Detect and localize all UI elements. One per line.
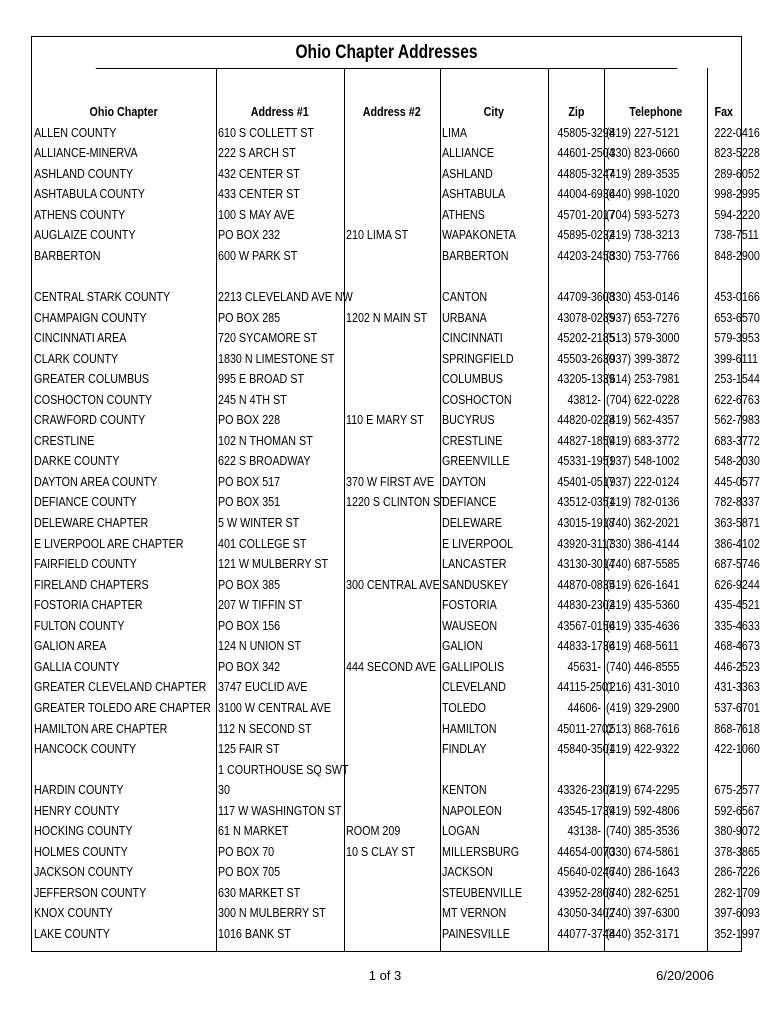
fax-cell: 653-6570: [714, 310, 760, 325]
fax-cell: 282-1709: [714, 885, 760, 900]
fax-cell: 445-0577: [714, 474, 760, 489]
address2-cell: [346, 554, 440, 575]
chapter-cell: DAYTON AREA COUNTY: [34, 474, 158, 489]
fax-cell: 782-8337: [714, 495, 760, 510]
address2-cell: [346, 246, 440, 267]
address1-cell: 124 N UNION ST: [218, 639, 302, 654]
chapter-cell: CLARK COUNTY: [34, 351, 119, 366]
address1-cell: 610 S COLLETT ST: [218, 125, 314, 140]
address1-cell: 630 MARKET ST: [218, 885, 301, 900]
city-cell: PAINESVILLE: [442, 927, 510, 941]
city-cell: ALLIANCE: [442, 146, 494, 161]
address2-cell: [346, 513, 440, 534]
address2-cell: [346, 924, 440, 945]
city-cell: TOLEDO: [442, 700, 487, 715]
telephone-cell: (330) 453-0146: [606, 289, 680, 304]
address1-cell: 622 S BROADWAY: [218, 454, 311, 469]
address1-cell: 121 W MULBERRY ST: [218, 557, 329, 572]
address1-cell: PO BOX 156: [218, 618, 281, 633]
city-cell: LOGAN: [442, 824, 480, 839]
address2-cell: [346, 739, 440, 760]
address1-cell: PO BOX 351: [218, 495, 281, 510]
telephone-cell: (419) 738-3213: [606, 228, 680, 243]
telephone-cell: (937) 548-1002: [606, 454, 680, 469]
chapter-cell: [34, 266, 216, 287]
city-cell: DELEWARE: [442, 516, 502, 530]
chapter-cell: HARDIN COUNTY: [34, 783, 124, 798]
chapter-cell: CRAWFORD COUNTY: [34, 413, 146, 428]
chapter-cell: LAKE COUNTY: [34, 927, 110, 941]
fax-cell: 537-6701: [714, 700, 760, 715]
zip-cell: 43015-1918: [557, 516, 615, 530]
telephone-cell: (937) 653-7276: [606, 310, 680, 325]
fax-cell: 594-2220: [714, 207, 760, 222]
fax-cell: 823-5228: [714, 146, 760, 161]
address2-cell: [346, 164, 440, 185]
chapter-cell: CENTRAL STARK COUNTY: [34, 289, 171, 304]
column-header: Address #2: [363, 105, 421, 119]
chapter-cell: ASHTABULA COUNTY: [34, 187, 145, 202]
address2-cell: [346, 184, 440, 205]
city-cell: E LIVERPOOL: [442, 536, 514, 551]
address2-cell: 444 SECOND AVE: [346, 659, 437, 674]
address1-cell: 245 N 4TH ST: [218, 392, 287, 407]
chapter-cell: DARKE COUNTY: [34, 454, 120, 469]
telephone-cell: (216) 431-3010: [606, 680, 680, 695]
city-cell: MT VERNON: [442, 906, 507, 921]
address1-cell: 30: [218, 783, 230, 798]
zip-cell: 44004-6936: [557, 187, 615, 202]
fax-cell: 431-3363: [714, 680, 760, 695]
telephone-cell: (419) 782-0136: [606, 495, 680, 510]
address1-cell: 300 N MULBERRY ST: [218, 906, 326, 921]
address2-cell: [346, 903, 440, 924]
zip-cell: 43078-0285: [557, 310, 615, 325]
city-cell: COLUMBUS: [442, 372, 503, 387]
address2-cell: [346, 266, 440, 287]
print-date: 6/20/2006: [656, 968, 714, 983]
zip-cell: 44833-1736: [557, 639, 615, 654]
city-cell: KENTON: [442, 783, 487, 798]
address2-cell: ROOM 209: [346, 824, 401, 839]
chapter-cell: JEFFERSON COUNTY: [34, 885, 147, 900]
fax-cell: 562-7983: [714, 413, 760, 428]
fax-cell: 548-2030: [714, 454, 760, 469]
chapter-cell: CHAMPAIGN COUNTY: [34, 310, 147, 325]
zip-cell: 45503-2630: [557, 351, 615, 366]
fax-cell: 222-0416: [714, 125, 760, 140]
chapter-cell: JACKSON COUNTY: [34, 865, 134, 880]
address1-cell: PO BOX 517: [218, 474, 281, 489]
zip-cell: 44820-0228: [557, 413, 615, 428]
city-cell: DAYTON: [442, 474, 486, 489]
fax-cell: 453-0166: [714, 289, 760, 304]
chapter-cell: GREATER CLEVELAND CHAPTER: [34, 680, 207, 695]
address1-cell: 1016 BANK ST: [218, 927, 291, 941]
fax-cell: 352-1997: [714, 927, 760, 941]
zip-cell: 45840-3501: [557, 742, 615, 757]
address1-cell: 433 CENTER ST: [218, 187, 300, 202]
city-cell: GREENVILLE: [442, 454, 510, 469]
address1-cell: PO BOX 285: [218, 310, 281, 325]
fax-cell: 683-3772: [714, 433, 760, 448]
page-number: 1 of 3: [368, 968, 402, 983]
address2-cell: [346, 862, 440, 883]
city-cell: NAPOLEON: [442, 803, 502, 818]
address2-cell: [346, 328, 440, 349]
address2-cell: [346, 431, 440, 452]
telephone-cell: (440) 998-1020: [606, 187, 680, 202]
address1-cell: 125 FAIR ST: [218, 742, 280, 757]
zip-cell: 43920-3117: [557, 536, 614, 551]
address1-cell: 432 CENTER ST: [218, 166, 300, 181]
telephone-cell: (740) 687-5585: [606, 557, 680, 572]
zip-cell: [548, 266, 601, 287]
chapter-cell: GALLIA COUNTY: [34, 659, 120, 674]
address1-cell: 995 E BROAD ST: [218, 372, 305, 387]
column-header: Ohio Chapter: [89, 105, 159, 119]
chapter-cell: COSHOCTON COUNTY: [34, 392, 153, 407]
fax-cell: 289-6052: [714, 166, 760, 181]
fax-cell: 435-4521: [714, 598, 760, 613]
telephone-cell: (614) 253-7981: [606, 372, 680, 387]
column-header: City: [483, 105, 505, 119]
spreadsheet-table: [31, 36, 760, 952]
address1-cell: 222 S ARCH ST: [218, 146, 296, 161]
telephone-cell: (419) 422-9322: [606, 742, 680, 757]
fax-cell: 335-4633: [714, 618, 760, 633]
city-cell: WAUSEON: [442, 618, 498, 633]
address1-cell: 1 COURTHOUSE SQ SWT: [218, 762, 349, 777]
zip-cell: 43138-: [567, 824, 601, 839]
chapter-cell: KNOX COUNTY: [34, 906, 113, 921]
zip-cell: 44077-3748: [557, 927, 615, 941]
telephone-cell: (937) 222-0124: [606, 474, 680, 489]
city-cell: ASHTABULA: [442, 187, 506, 202]
city-cell: CANTON: [442, 289, 488, 304]
telephone-cell: (740) 446-8555: [606, 659, 680, 674]
chapter-cell: CRESTLINE: [34, 433, 95, 448]
chapter-cell: DELEWARE CHAPTER: [34, 516, 149, 530]
address1-cell: 207 W TIFFIN ST: [218, 598, 303, 613]
address1-cell: 117 W WASHINGTON ST: [218, 803, 342, 818]
address1-cell: 720 SYCAMORE ST: [218, 331, 318, 346]
address2-cell: 110 E MARY ST: [346, 413, 424, 428]
chapter-cell: FAIRFIELD COUNTY: [34, 557, 137, 572]
zip-cell: 44601-2504: [557, 146, 615, 161]
column-header: Telephone: [629, 105, 682, 119]
city-cell: STEUBENVILLE: [442, 885, 523, 900]
city-cell: ATHENS: [442, 207, 485, 222]
fax-cell: 687-5746: [714, 557, 760, 572]
chapter-cell: FIRELAND CHAPTERS: [34, 577, 149, 592]
city-cell: URBANA: [442, 310, 487, 325]
address2-cell: [346, 636, 440, 657]
page-title: Ohio Chapter Addresses: [96, 37, 677, 69]
city-cell: FINDLAY: [442, 742, 487, 757]
fax-cell: 286-7226: [714, 865, 760, 880]
city-cell: FOSTORIA: [442, 598, 497, 613]
address1-cell: PO BOX 705: [218, 865, 281, 880]
chapter-cell: HOLMES COUNTY: [34, 844, 128, 859]
telephone-cell: (419) 335-4636: [606, 618, 680, 633]
address2-cell: [346, 698, 440, 719]
column-header: Zip: [567, 105, 585, 119]
column-header: Address #1: [251, 105, 309, 119]
chapter-cell: GREATER TOLEDO ARE CHAPTER: [34, 700, 211, 715]
telephone-cell: (740) 282-6251: [606, 885, 680, 900]
fax-cell: 998-2995: [714, 187, 760, 202]
address2-cell: 1220 S CLINTON ST: [346, 495, 447, 510]
fax-cell: 446-2523: [714, 659, 760, 674]
fax-cell: 386-4102: [714, 536, 760, 551]
telephone-cell: (740) 397-6300: [606, 906, 680, 921]
column-divider: [344, 68, 345, 951]
chapter-cell: ATHENS COUNTY: [34, 207, 126, 222]
address1-cell: 61 N MARKET: [218, 824, 289, 839]
zip-cell: 44830-2302: [557, 598, 615, 613]
address2-cell: [346, 883, 440, 904]
address1-cell: 2213 CLEVELAND AVE NW: [218, 289, 353, 304]
address2-cell: [346, 369, 440, 390]
chapter-cell: BARBERTON: [34, 248, 101, 263]
zip-cell: 45640-0246: [557, 865, 615, 880]
address1-cell: PO BOX 385: [218, 577, 281, 592]
chapter-cell: ASHLAND COUNTY: [34, 166, 134, 181]
chapter-cell: HANCOCK COUNTY: [34, 742, 137, 757]
telephone-cell: (419) 674-2295: [606, 783, 680, 798]
chapter-cell: E LIVERPOOL ARE CHAPTER: [34, 536, 184, 551]
telephone-cell: (704) 622-0228: [606, 392, 680, 407]
zip-cell: 43567-0156: [557, 618, 615, 633]
zip-cell: 43952-2808: [557, 885, 615, 900]
address1-cell: 1830 N LIMESTONE ST: [218, 351, 335, 366]
city-cell: MILLERSBURG: [442, 844, 520, 859]
address2-cell: [346, 780, 440, 801]
fax-cell: 397-6093: [714, 906, 760, 921]
telephone-cell: (937) 399-3872: [606, 351, 680, 366]
telephone-cell: (419) 626-1641: [606, 577, 680, 592]
city-cell: SPRINGFIELD: [442, 351, 514, 366]
telephone-cell: (419) 468-5611: [606, 639, 679, 654]
city-cell: BARBERTON: [442, 248, 509, 263]
address1-cell: 102 N THOMAN ST: [218, 433, 313, 448]
telephone-cell: [606, 266, 707, 287]
zip-cell: 43545-1739: [557, 803, 615, 818]
telephone-cell: (704) 593-5273: [606, 207, 680, 222]
fax-cell: 868-7618: [714, 721, 760, 736]
zip-cell: 43812-: [567, 392, 601, 407]
chapter-cell: FULTON COUNTY: [34, 618, 125, 633]
fax-cell: 468-4673: [714, 639, 760, 654]
zip-cell: 44203-2458: [557, 248, 615, 263]
telephone-cell: (419) 289-3535: [606, 166, 680, 181]
address2-cell: [346, 595, 440, 616]
zip-cell: 44805-3247: [557, 166, 615, 181]
zip-cell: 43326-2302: [557, 783, 615, 798]
telephone-cell: (330) 674-5861: [606, 844, 680, 859]
telephone-cell: (419) 435-5360: [606, 598, 680, 613]
zip-cell: 45202-2185: [557, 331, 615, 346]
zip-cell: 43050-3402: [557, 906, 615, 921]
zip-cell: 45011-2702: [557, 721, 614, 736]
chapter-cell: FOSTORIA CHAPTER: [34, 598, 143, 613]
city-cell: LIMA: [442, 125, 468, 140]
address1-cell: PO BOX 342: [218, 659, 281, 674]
zip-cell: 45631-: [567, 659, 601, 674]
address1-cell: 401 COLLEGE ST: [218, 536, 307, 551]
zip-cell: 45331-1951: [557, 454, 615, 469]
chapter-cell: CINCINNATI AREA: [34, 331, 127, 346]
address2-cell: [346, 287, 440, 308]
telephone-cell: (419) 683-3772: [606, 433, 680, 448]
chapter-cell: HENRY COUNTY: [34, 803, 120, 818]
chapter-cell: AUGLAIZE COUNTY: [34, 228, 136, 243]
chapter-cell: ALLEN COUNTY: [34, 125, 117, 140]
fax-cell: 399-6111: [714, 351, 758, 366]
chapter-cell: HOCKING COUNTY: [34, 824, 133, 839]
city-cell: WAPAKONETA: [442, 228, 516, 243]
zip-cell: 43512-0351: [557, 495, 615, 510]
chapter-cell: DEFIANCE COUNTY: [34, 495, 137, 510]
address2-cell: [346, 205, 440, 226]
address2-cell: [346, 616, 440, 637]
telephone-cell: (513) 868-7616: [606, 721, 680, 736]
chapter-cell: HAMILTON ARE CHAPTER: [34, 721, 168, 736]
fax-cell: [707, 266, 738, 287]
address2-cell: [346, 123, 440, 144]
city-cell: CLEVELAND: [442, 680, 506, 695]
address2-cell: [346, 143, 440, 164]
telephone-cell: (740) 385-3536: [606, 824, 680, 839]
address2-cell: 1202 N MAIN ST: [346, 310, 428, 325]
address2-cell: [346, 801, 440, 822]
address1-cell: 100 S MAY AVE: [218, 207, 295, 222]
zip-cell: 45401-0517: [557, 474, 615, 489]
address1-cell: 600 W PARK ST: [218, 248, 298, 263]
fax-cell: 380-9072: [714, 824, 760, 839]
address2-cell: 210 LIMA ST: [346, 228, 409, 243]
telephone-cell: (740) 286-1643: [606, 865, 680, 880]
zip-cell: 45895-0232: [557, 228, 615, 243]
zip-cell: 45805-3298: [557, 125, 615, 140]
address1-cell: [218, 266, 344, 287]
city-cell: GALION: [442, 639, 483, 654]
zip-cell: 44709-3608: [557, 289, 615, 304]
telephone-cell: (513) 579-3000: [606, 331, 680, 346]
fax-cell: 363-5871: [714, 516, 760, 530]
telephone-cell: (330) 823-0660: [606, 146, 680, 161]
address2-cell: [346, 349, 440, 370]
address2-cell: [346, 451, 440, 472]
city-cell: COSHOCTON: [442, 392, 512, 407]
fax-cell: 592-6567: [714, 803, 760, 818]
zip-cell: 43130-3014: [557, 557, 615, 572]
telephone-cell: (419) 329-2900: [606, 700, 680, 715]
fax-cell: 848-2900: [714, 248, 760, 263]
telephone-cell: (440) 352-3171: [606, 927, 680, 941]
address1-cell: PO BOX 70: [218, 844, 275, 859]
fax-cell: 378-3865: [714, 844, 760, 859]
city-cell: ASHLAND: [442, 166, 493, 181]
fax-cell: 626-9244: [714, 577, 760, 592]
city-cell: SANDUSKEY: [442, 577, 509, 592]
telephone-cell: (330) 753-7766: [606, 248, 680, 263]
city-cell: GALLIPOLIS: [442, 659, 505, 674]
zip-cell: 45701-2017: [557, 207, 615, 222]
address2-cell: [346, 534, 440, 555]
city-cell: CINCINNATI: [442, 331, 503, 346]
fax-cell: 579-3953: [714, 331, 760, 346]
column-divider: [216, 68, 217, 951]
address2-cell: [346, 390, 440, 411]
chapter-cell: GALION AREA: [34, 639, 107, 654]
fax-cell: 422-1060: [714, 742, 760, 757]
address1-cell: PO BOX 228: [218, 413, 281, 428]
telephone-cell: (419) 227-5121: [606, 125, 680, 140]
chapter-cell: ALLIANCE-MINERVA: [34, 146, 138, 161]
fax-cell: 253-1544: [714, 372, 760, 387]
address2-cell: 370 W FIRST AVE: [346, 474, 435, 489]
address2-cell: [346, 719, 440, 740]
city-cell: LANCASTER: [442, 557, 507, 572]
telephone-cell: (419) 592-4806: [606, 803, 680, 818]
telephone-cell: (740) 362-2021: [606, 516, 680, 530]
telephone-cell: (330) 386-4144: [606, 536, 680, 551]
zip-cell: 44115-2501: [557, 680, 614, 695]
city-cell: CRESTLINE: [442, 433, 503, 448]
address1-cell: 3747 EUCLID AVE: [218, 680, 308, 695]
fax-cell: 675-2577: [714, 783, 760, 798]
address1-cell: PO BOX 232: [218, 228, 281, 243]
city-cell: DEFIANCE: [442, 495, 497, 510]
fax-cell: 622-6763: [714, 392, 760, 407]
city-cell: HAMILTON: [442, 721, 497, 736]
city-cell: JACKSON: [442, 865, 493, 880]
zip-cell: 44870-0835: [557, 577, 615, 592]
address1-cell: 3100 W CENTRAL AVE: [218, 700, 331, 715]
city-cell: BUCYRUS: [442, 413, 495, 428]
zip-cell: 44654-0070: [557, 844, 615, 859]
fax-cell: 738-7511: [714, 228, 759, 243]
column-header: Fax: [714, 105, 734, 119]
address2-cell: [346, 677, 440, 698]
address1-cell: 5 W WINTER ST: [218, 516, 300, 530]
zip-cell: 44606-: [567, 700, 601, 715]
zip-cell: 44827-1859: [557, 433, 615, 448]
telephone-cell: (419) 562-4357: [606, 413, 680, 428]
address2-cell: 10 S CLAY ST: [346, 844, 415, 859]
city-cell: [442, 266, 548, 287]
chapter-cell: GREATER COLUMBUS: [34, 372, 150, 387]
zip-cell: 43205-1339: [557, 372, 615, 387]
address1-cell: 112 N SECOND ST: [218, 721, 312, 736]
address2-cell: 300 CENTRAL AVE: [346, 577, 440, 592]
